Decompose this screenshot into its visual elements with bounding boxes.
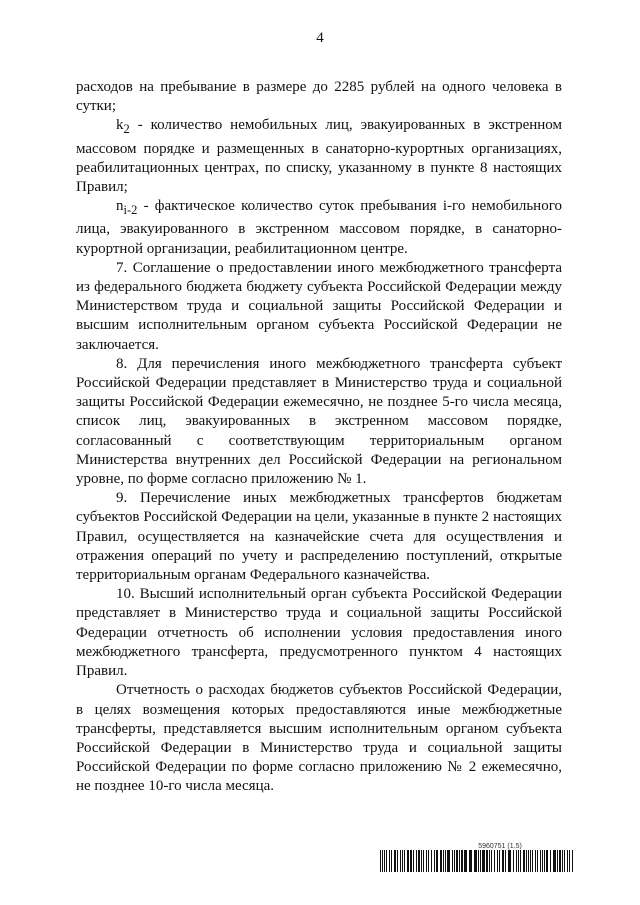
barcode-bar — [464, 850, 467, 872]
barcode-bar — [528, 850, 529, 872]
barcode-bar — [469, 850, 472, 872]
barcode-bar — [478, 850, 479, 872]
barcode-bar — [394, 850, 396, 872]
barcode-bar — [567, 850, 568, 872]
barcode-bar — [553, 850, 556, 872]
paragraph-text: Отчетность о расходах бюджетов субъектов Российской Федерации, в целях возмещения которых предоставляются иные межбюджетные трансферты, представляется высшим исполнительным органом субъекта Российской Федерации в Министерство труда и социальной защиты Российской Федерации по форме согласно приложению № 2 ежемесячно, не позднее 10-го числа месяца. — [76, 682, 562, 795]
barcode-bar — [569, 850, 570, 872]
barcode-bar — [559, 850, 561, 872]
paragraph-text: 9. Перечисление иных межбюджетных трансфертов бюджетам субъектов Российской Федерации на цели, указанные в пункте 2 настоящих Правил, осуществляется на казначейские счета для осуществления и отражения операций по учету и распределению поступлений, открытые территориальным органам Федерального казначейства. — [76, 490, 562, 584]
barcode-bar — [421, 850, 422, 872]
paragraph-text: - количество немобильных лиц, эвакуированных в экстренном массовом порядке и размещенных в санаторно-курортных организациях, реабилитационных центрах, по списку, указанному в пункте 8 настоящих Правил; — [76, 117, 562, 196]
barcode-bar — [508, 850, 511, 872]
barcode-bar — [402, 850, 403, 872]
barcode-bar — [459, 850, 460, 872]
barcode-bar — [530, 850, 531, 872]
paragraph-text: 8. Для перечисления иного межбюджетного трансферта субъект Российской Федерации представляет в Министерство труда и социальной защиты Российской Федерации ежемесячно, не позднее 5-го числа месяца, список лиц, эвакуированных в экстренном массовом порядке, согласованный с соответствующим территориальным органом Министерства внутренних дел Российской Федерации на региональном уровне, по форме согласно приложению № 1. — [76, 355, 562, 488]
barcode-bar — [499, 850, 500, 872]
paragraph-p-10 — [76, 585, 562, 681]
barcode-bar — [491, 850, 492, 872]
paragraph-p-k2 — [76, 116, 562, 197]
barcode-bar — [537, 850, 538, 872]
barcode-bar — [557, 850, 558, 872]
barcode-bar — [426, 850, 427, 872]
paragraph-p-report — [76, 681, 562, 796]
document-code: 5960751 (1.5) — [478, 843, 522, 850]
barcode-bar — [410, 850, 412, 872]
barcode-bar — [418, 850, 420, 872]
barcode-bar — [382, 850, 383, 872]
barcode-bar — [440, 850, 442, 872]
barcode-bar — [456, 850, 458, 872]
paragraph-text: 10. Высший исполнительный орган субъекта Российской Федерации представляет в Министерство труда и социальной защиты Российской Федерации отчетность об исполнении условия предоставления иного межбюджетного трансферта, предусмотренного пунктом 4 настоящих Правил. — [76, 586, 562, 680]
paragraph-text: 7. Соглашение о предоставлении иного межбюджетного трансферта из федерального бюджета бюджету субъекта Российской Федерации между Министерством труда и социальной защиты Российской Федерации и высшим исполнительным органом субъекта Российской Федерации не заключается. — [76, 259, 562, 353]
barcode-bar — [494, 850, 495, 872]
barcode-bar — [550, 850, 551, 872]
barcode-bar — [532, 850, 533, 872]
barcode-bar — [391, 850, 392, 872]
barcode-bar — [461, 850, 463, 872]
barcode-bar — [416, 850, 417, 872]
paragraph-p-7 — [76, 259, 562, 355]
barcode-bar — [486, 850, 488, 872]
page-number: 4 — [316, 30, 324, 46]
barcode-bar — [404, 850, 405, 872]
barcode-bar — [454, 850, 455, 872]
subscript: i-2 — [123, 203, 138, 218]
barcode-bar — [544, 850, 545, 872]
barcode-bar — [445, 850, 446, 872]
barcode-bar — [423, 850, 424, 872]
barcode-bar — [562, 850, 563, 872]
barcode-bar — [452, 850, 453, 872]
barcode-bar — [520, 850, 521, 872]
document-body — [76, 78, 562, 797]
barcode-bar — [546, 850, 548, 872]
barcode-bar — [497, 850, 498, 872]
barcode-bar — [431, 850, 432, 872]
barcode-bar — [436, 850, 438, 872]
barcode-bar — [397, 850, 398, 872]
barcode-bar — [523, 850, 525, 872]
barcode-bar — [502, 850, 504, 872]
barcode-bar — [535, 850, 536, 872]
barcode-bar — [386, 850, 387, 872]
barcode-bar — [540, 850, 541, 872]
subscript: 2 — [123, 122, 130, 137]
paragraph-text: k — [116, 117, 124, 134]
paragraph-p-cont-1 — [76, 78, 562, 116]
barcode-bar — [518, 850, 519, 872]
barcode-bar — [380, 850, 381, 872]
paragraph-p-ni2 — [76, 197, 562, 259]
barcode-bar — [407, 850, 409, 872]
barcode-bar — [516, 850, 517, 872]
paragraph-text: расходов на пребывание в размере до 2285 рублей на одного человека в сутки; — [76, 79, 562, 115]
paragraph-text: - фактическое количество суток пребывания i-го немобильного лица, эвакуированного в экстренном массовом порядке, в санаторно-курортной организации, реабилитационном центре. — [76, 198, 562, 257]
paragraph-p-9 — [76, 489, 562, 585]
paragraph-text: n — [116, 198, 124, 215]
barcode-bar — [400, 850, 401, 872]
barcode-bar — [526, 850, 527, 872]
barcode-bar — [564, 850, 565, 872]
barcode-bar — [572, 850, 573, 872]
barcode-bar — [389, 850, 390, 872]
barcode-bar — [447, 850, 450, 872]
barcode-bar — [413, 850, 414, 872]
barcode-bar — [542, 850, 543, 872]
barcode-bar — [434, 850, 435, 872]
barcode-bar — [443, 850, 444, 872]
barcode-bar — [513, 850, 514, 872]
barcode — [380, 850, 573, 872]
paragraph-p-8 — [76, 355, 562, 489]
barcode-bar — [474, 850, 477, 872]
barcode-bar — [489, 850, 490, 872]
barcode-bar — [384, 850, 385, 872]
barcode-bar — [480, 850, 481, 872]
barcode-bar — [428, 850, 429, 872]
barcode-bar — [505, 850, 506, 872]
barcode-bar — [482, 850, 485, 872]
